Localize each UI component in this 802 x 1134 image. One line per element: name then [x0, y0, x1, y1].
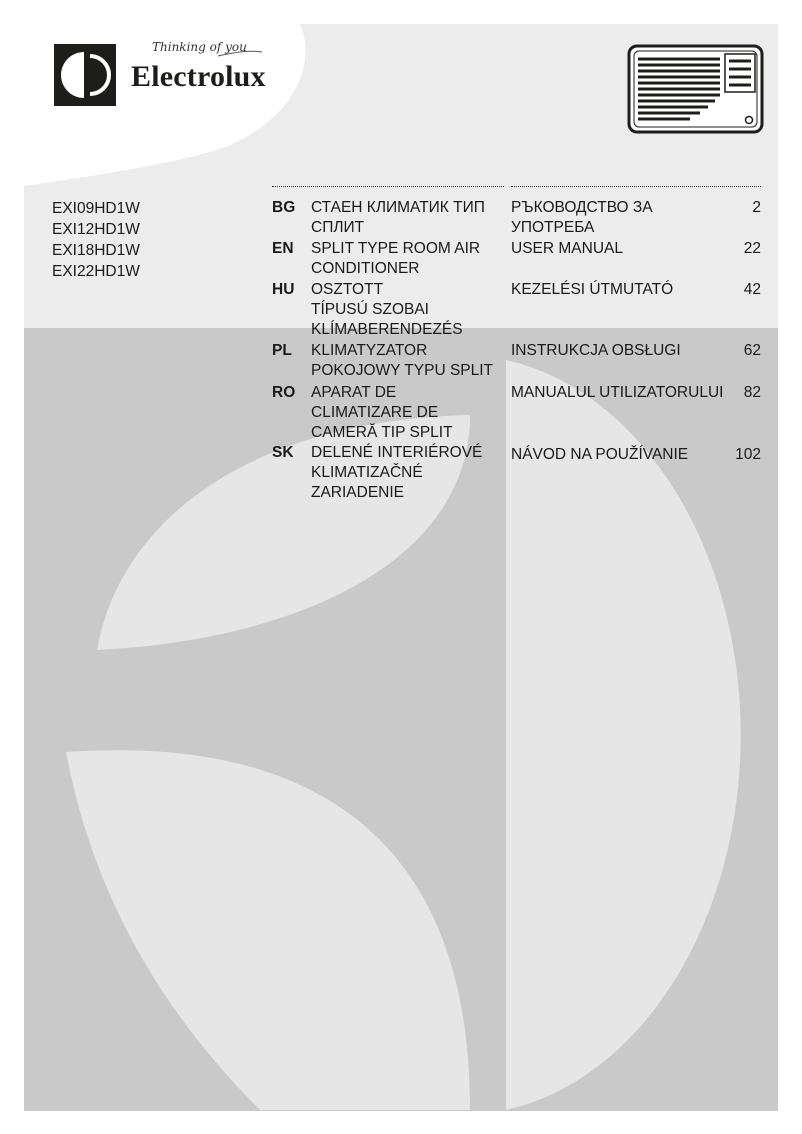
page-number: 2: [752, 199, 761, 216]
language-code: BG: [272, 199, 296, 216]
page-number: 102: [735, 446, 761, 463]
manual-title: INSTRUKCJA OBSŁUGI: [511, 342, 681, 359]
dotted-divider-right: [511, 186, 761, 187]
electrolux-logo-icon: [54, 44, 116, 106]
language-code: RO: [272, 384, 296, 401]
brand-name: Electrolux: [131, 60, 266, 93]
manual-title: USER MANUAL: [511, 240, 623, 257]
model-item: EXI18HD1W: [52, 242, 140, 259]
manual-title: KEZELÉSI ÚTMUTATÓ: [511, 281, 674, 298]
model-item: EXI12HD1W: [52, 221, 140, 238]
page-number: 82: [743, 384, 761, 401]
product-title: SPLIT TYPE ROOM AIR CONDITIONER: [311, 240, 481, 277]
language-code: HU: [272, 281, 295, 298]
air-conditioner-icon: [629, 46, 762, 132]
product-title: DELENÉ INTERIÉROVÉ KLIMATIZAČNÉ ZARIADENIE: [311, 444, 483, 501]
language-code: SK: [272, 444, 294, 461]
page-number: 62: [743, 342, 761, 359]
manual-title: MANUALUL UTILIZATORULUI: [511, 384, 724, 401]
product-title: KLIMATYZATOR POKOJOWY TYPU SPLIT: [311, 342, 494, 379]
brand-tagline: Thinking of you: [152, 40, 247, 54]
language-code: PL: [272, 342, 292, 359]
model-item: EXI09HD1W: [52, 200, 140, 217]
dotted-divider-left: [272, 186, 504, 187]
manual-title: РЪКОВОДСТВО ЗА УПОТРЕБА: [511, 199, 653, 236]
model-list: [52, 198, 140, 282]
page-number: 22: [743, 240, 761, 257]
product-title: OSZTOTT TÍPUSÚ SZOBAI KLÍMABERENDEZÉS: [311, 281, 463, 338]
page-number: 42: [743, 281, 761, 298]
product-title: APARAT DE CLIMATIZARE DE CAMERĂ TIP SPLIT: [311, 384, 453, 441]
model-item: EXI22HD1W: [52, 263, 140, 280]
manual-title: NÁVOD NA POUŽÍVANIE: [511, 446, 689, 463]
language-code: EN: [272, 240, 294, 257]
product-title: СТАЕН КЛИМАТИК ТИП СПЛИТ: [311, 199, 485, 236]
